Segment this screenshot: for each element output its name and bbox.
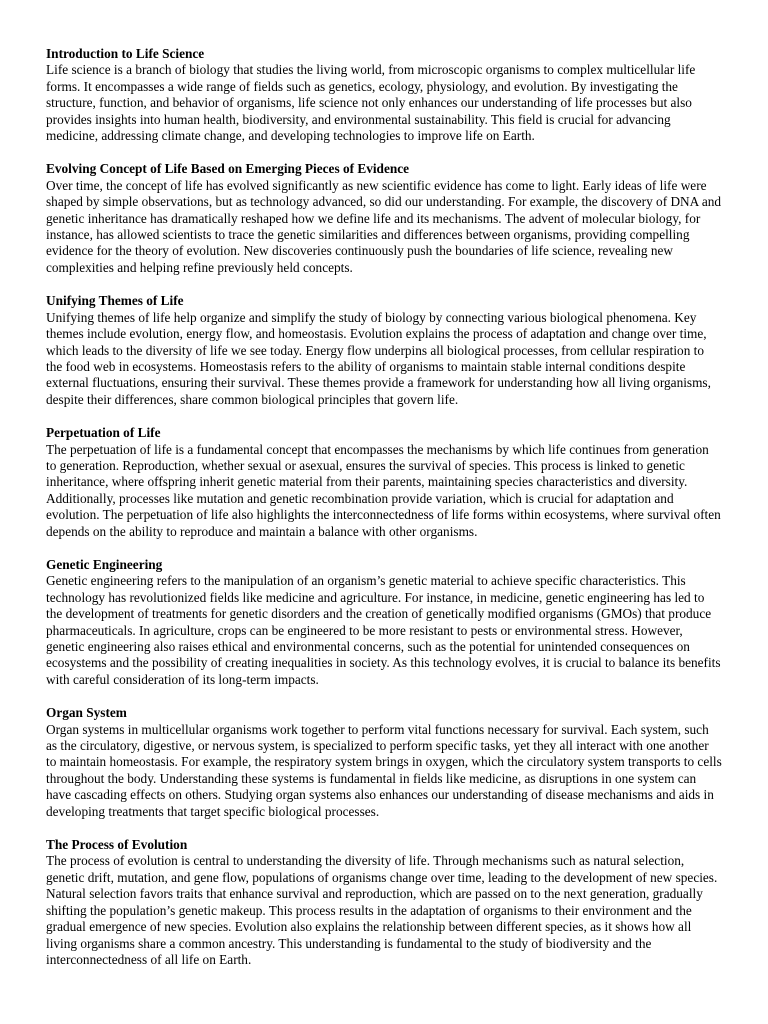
section-introduction-to-life-science: [46, 46, 722, 144]
section-title: Genetic Engineering: [46, 556, 163, 572]
section-body: Genetic engineering refers to the manipulation of an organism’s genetic material to achieve specific characteristics. This technology has revolutionized fields like medicine and agriculture. For instance, in medicine, genetic engineering has led to the development of treatments for genetic disorders and the creation of genetically modified organisms (GMOs) that produce pharmaceuticals. In agriculture, crops can be engineered to be more resistant to pests or environmental stress. However, genetic engineering also raises ethical and environmental concerns, such as the potential for unintended consequences on ecosystems and the possibility of creating inequalities in society. As this technology evolves, it is crucial to balance its benefits with careful consideration of its long-term impacts.: [46, 573, 721, 687]
section-title: The Process of Evolution: [46, 837, 188, 853]
section-perpetuation-of-life: [46, 425, 722, 540]
section-body: The perpetuation of life is a fundamental concept that encompasses the mechanisms by which life continues from generation to generation. Reproduction, whether sexual or asexual, ensures the survival of species. This process is linked to genetic inheritance, where offspring inherit genetic material from their parents, maintaining species characteristics and diversity. Additionally, processes like mutation and genetic recombination provide variation, which is crucial for adaptation and evolution. The perpetuation of life also highlights the interconnectedness of life forms within ecosystems, where survival often depends on the ability to reproduce and maintain a balance with other organisms.: [46, 441, 721, 539]
section-body: The process of evolution is central to understanding the diversity of life. Through mechanisms such as natural selection, genetic drift, mutation, and gene flow, populations of organisms change over time, leading to the development of new species. Natural selection favors traits that enhance survival and reproduction, which are passed on to the next generation, gradually shifting the population’s genetic makeup. This process results in the adaptation of organisms to their environment and the gradual emergence of new species. Evolution also explains the relationship between different species, as it shows how all living organisms share a common ancestry. This understanding is fundamental to the study of biodiversity and the interconnectedness of all life on Earth.: [46, 853, 718, 967]
section-process-of-evolution: [46, 837, 722, 968]
section-title: Evolving Concept of Life Based on Emerging Pieces of Evidence: [46, 161, 410, 177]
section-title: Introduction to Life Science: [46, 46, 205, 61]
section-body: Unifying themes of life help organize and simplify the study of biology by connecting various biological phenomena. Key themes include evolution, energy flow, and homeostasis. Evolution explains the process of adaptation and change over time, which leads to the diversity of life we see today. Energy flow underpins all biological processes, from cellular respiration to the food web in ecosystems. Homeostasis refers to the ability of organisms to maintain stable internal conditions despite external fluctuations, ensuring their survival. These themes provide a framework for understanding how all living organisms, despite their differences, share common biological principles that govern life.: [46, 309, 711, 407]
section-body: Life science is a branch of biology that studies the living world, from microscopic organisms to complex multicellular life forms. It encompasses a wide range of fields such as genetics, ecology, physiology, and evolution. By investigating the structure, function, and behavior of organisms, life science not only enhances our understanding of life processes but also provides insights into human health, biodiversity, and environmental sustainability. This field is crucial for advancing medicine, addressing climate change, and developing technologies to improve life on Earth.: [46, 62, 696, 144]
section-genetic-engineering: [46, 557, 722, 688]
section-body: Over time, the concept of life has evolved significantly as new scientific evidence has come to light. Early ideas of life were shaped by simple observations, but as technology advanced, so did our understanding. For example, the discovery of DNA and genetic inheritance has dramatically reshaped how we define life and its mechanisms. The advent of molecular biology, for instance, has allowed scientists to trace the genetic similarities and differences between organisms, providing compelling evidence for the theory of evolution. New discoveries continuously push the boundaries of life science, revealing new complexities and helping refine previously held concepts.: [46, 177, 722, 275]
section-unifying-themes-of-life: [46, 293, 722, 408]
section-organ-system: [46, 705, 722, 820]
section-evolving-concept-of-life: [46, 161, 722, 276]
section-title: Organ System: [46, 705, 127, 721]
document-page: [46, 46, 722, 985]
section-body: Organ systems in multicellular organisms work together to perform vital functions necessary for survival. Each system, such as the circulatory, digestive, or nervous system, is specialized to perform specific tasks, yet they all interact with one another to maintain homeostasis. For example, the respiratory system brings in oxygen, which the circulatory system transports to cells throughout the body. Understanding these systems is fundamental in fields like medicine, as disruptions in one system can have cascading effects on others. Studying organ systems also enhances our understanding of disease mechanisms and aids in developing treatments that target specific biological processes.: [46, 721, 722, 819]
section-title: Perpetuation of Life: [46, 425, 161, 441]
section-title: Unifying Themes of Life: [46, 293, 184, 309]
